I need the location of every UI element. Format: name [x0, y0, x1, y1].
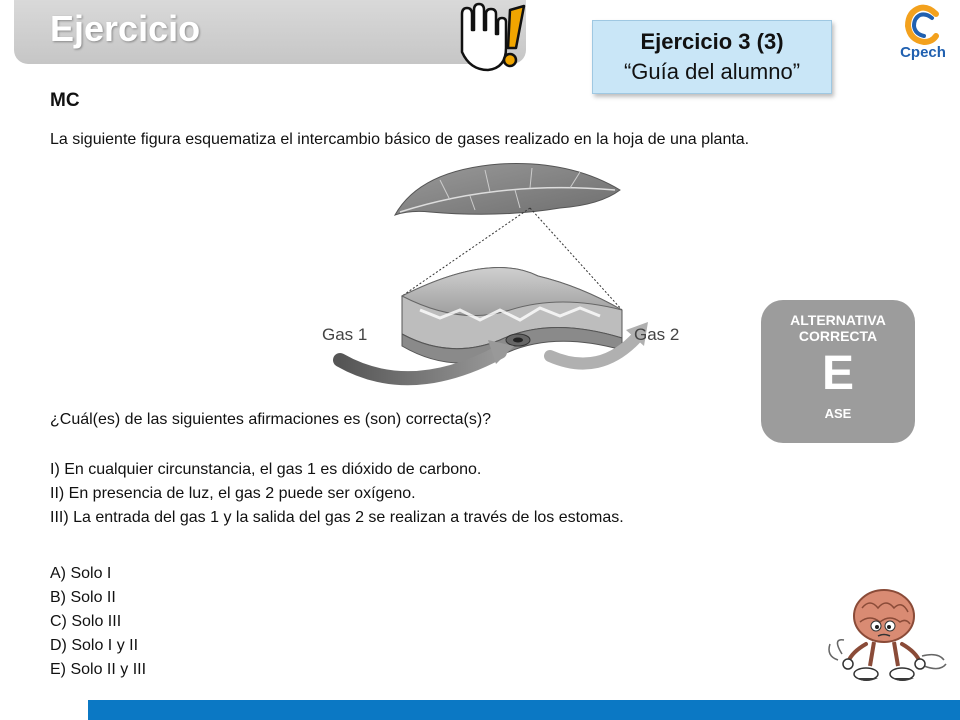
- page-title: Ejercicio: [50, 8, 201, 49]
- leaf-gas-exchange-figure: [300, 160, 700, 410]
- option-c[interactable]: C) Solo III: [50, 613, 122, 630]
- gas1-label: Gas 1: [322, 325, 368, 344]
- options-list: [50, 562, 146, 682]
- question-type: MC: [50, 90, 80, 111]
- option-a[interactable]: A) Solo I: [50, 565, 112, 582]
- mascot-doodle-right: [922, 655, 946, 669]
- answer-code: ASE: [824, 406, 852, 421]
- option-d[interactable]: D) Solo I y II: [50, 637, 139, 654]
- title-banner: [14, 0, 526, 64]
- answer-label-line2: CORRECTA: [798, 328, 878, 344]
- statement-item: III) La entrada del gas 1 y la salida del gas 2 se realizan a través de los estomas.: [50, 509, 624, 526]
- pointing-hand-icon: [452, 0, 532, 80]
- exercise-number: Ejercicio 3 (3): [640, 29, 784, 54]
- answer-label: [761, 312, 915, 344]
- gas1-arrow: [340, 352, 500, 378]
- option-e[interactable]: E) Solo II y III: [50, 661, 147, 678]
- intro-text: La siguiente figura esquematiza el intercambio básico de gases realizado en la hoja de una planta.: [50, 131, 750, 148]
- option-b[interactable]: B) Solo II: [50, 589, 116, 606]
- statement-item: II) En presencia de luz, el gas 2 puede ser oxígeno.: [50, 485, 416, 502]
- leaf-shape: [395, 164, 620, 215]
- mascot-doodle-left: [829, 640, 844, 660]
- exercise-badge: [592, 20, 832, 94]
- guide-label: “Guía del alumno”: [623, 59, 801, 84]
- statements-list: [50, 458, 624, 530]
- statement-item: I) En cualquier circunstancia, el gas 1 es dióxido de carbono.: [50, 461, 482, 478]
- answer-label-line1: ALTERNATIVA: [790, 312, 886, 328]
- leaf-tissue-block: [402, 268, 622, 364]
- brain-mascot: [822, 586, 952, 698]
- question-text: ¿Cuál(es) de las siguientes afirmaciones es (son) correcta(s)?: [50, 411, 492, 428]
- footer-bar: [88, 700, 960, 720]
- correct-answer-box: [761, 300, 915, 443]
- gas2-label: Gas 2: [634, 325, 680, 344]
- logo-c-icon: [892, 4, 954, 48]
- cpech-logo: [892, 4, 954, 66]
- answer-letter: E: [821, 347, 854, 400]
- logo-text: Cpech: [900, 44, 946, 61]
